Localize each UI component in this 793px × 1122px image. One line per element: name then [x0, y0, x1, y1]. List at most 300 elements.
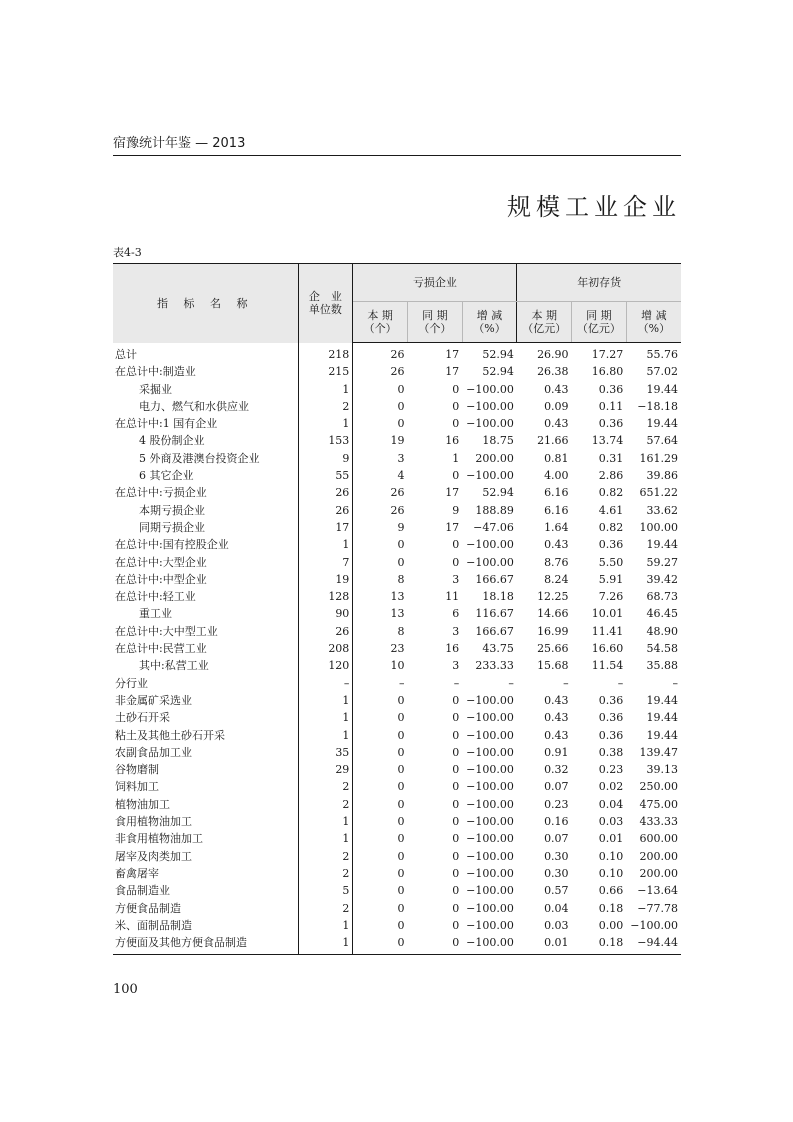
table-row: [113, 778, 681, 795]
table-cell: 1: [452, 451, 460, 465]
table-cell: 5.91: [598, 572, 624, 586]
table-cell: 0: [397, 745, 405, 759]
table-cell: −100.00: [466, 763, 514, 777]
table-cell: 0: [397, 382, 405, 396]
table-cell: −100.00: [466, 832, 514, 846]
table-cell: 29: [298, 761, 353, 778]
table-cell: 166.67: [475, 624, 514, 638]
table-row: [113, 830, 681, 847]
table-cell: 26: [298, 484, 353, 501]
table-cell: 0: [397, 417, 405, 431]
table-row: [113, 605, 681, 622]
table-cell: 0.10: [598, 849, 624, 863]
table-cell: 52.94: [482, 486, 514, 500]
table-cell: 19.44: [646, 693, 678, 707]
table-cell: 46.45: [646, 607, 678, 621]
table-cell: 0.57: [544, 884, 569, 898]
table-cell: 0: [408, 934, 463, 955]
table-cell: 0.07: [544, 780, 569, 794]
table-row: [113, 675, 681, 692]
inventory-prior-header-unit: （亿元）: [576, 322, 621, 335]
table-cell: 0: [452, 815, 460, 829]
table-cell: 0: [397, 711, 405, 725]
table-row: [113, 623, 681, 640]
table-cell: 18.75: [482, 434, 514, 448]
row-label: 非食用植物油加工: [113, 830, 298, 847]
table-cell: 0.30: [544, 849, 569, 863]
table-cell: −100.00: [466, 711, 514, 725]
table-row: [113, 415, 681, 432]
table-cell: 0.07: [544, 832, 569, 846]
table-cell: 161.29: [639, 451, 678, 465]
statistics-table: [113, 263, 681, 955]
table-row: [113, 343, 681, 364]
table-cell: –: [508, 676, 514, 690]
table-cell: 0: [452, 797, 460, 811]
table-cell: 39.42: [646, 572, 678, 586]
row-label: 食用植物油加工: [113, 813, 298, 830]
table-cell: 17: [445, 520, 460, 534]
table-row: [113, 796, 681, 813]
table-cell: −100.00: [466, 901, 514, 915]
table-cell: 0: [452, 832, 460, 846]
opening-inventory-group-header: 年初存货: [517, 264, 681, 302]
loss-change-header: [462, 302, 517, 343]
table-cell: −100.00: [466, 399, 514, 413]
row-label: 在总计中:大中型工业: [113, 623, 298, 640]
table-cell: 17.27: [591, 348, 624, 361]
table-row: [113, 934, 681, 955]
table-cell: 200.00: [639, 866, 678, 880]
table-cell: 13.74: [591, 434, 624, 448]
table-cell: 11.54: [591, 659, 624, 673]
table-cell: 2: [298, 848, 353, 865]
table-cell: 8.24: [544, 572, 569, 586]
table-cell: 0.30: [544, 866, 569, 880]
table-cell: 3: [452, 659, 460, 673]
table-cell: 1: [298, 692, 353, 709]
table-row: [113, 761, 681, 778]
table-cell: 11.41: [591, 624, 624, 638]
table-cell: −100.00: [462, 934, 517, 955]
table-cell: 90: [298, 605, 353, 622]
table-cell: 26: [390, 365, 405, 379]
table-cell: 0.04: [544, 901, 569, 915]
row-label: 畜禽屠宰: [113, 865, 298, 882]
table-cell: 57.64: [646, 434, 678, 448]
table-row: [113, 484, 681, 501]
table-cell: 19: [298, 571, 353, 588]
table-row: [113, 571, 681, 588]
enterprise-count-header-line1: 企 业: [308, 290, 342, 304]
table-cell: 4.61: [598, 503, 624, 517]
table-cell: 10.01: [591, 607, 624, 621]
table-cell: 0: [452, 417, 460, 431]
table-cell: 0.03: [544, 918, 569, 932]
table-cell: 19.44: [646, 538, 678, 552]
table-cell: 39.86: [646, 469, 678, 483]
table-cell: −47.06: [473, 520, 514, 534]
table-cell: 153: [298, 432, 353, 449]
table-row: [113, 813, 681, 830]
table-cell: 4: [397, 469, 405, 483]
header-rule: [113, 155, 681, 156]
table-cell: 19.44: [646, 382, 678, 396]
table-cell: 17: [445, 486, 460, 500]
row-label: 屠宰及肉类加工: [113, 848, 298, 865]
table-cell: 8: [397, 572, 405, 586]
table-number: 表4-3: [113, 246, 142, 259]
table-cell: 0: [397, 538, 405, 552]
table-cell: 0.01: [598, 832, 624, 846]
table-cell: 1: [298, 536, 353, 553]
row-label: 谷物磨制: [113, 761, 298, 778]
table-cell: 52.94: [482, 348, 514, 361]
table-cell: 0.23: [598, 763, 624, 777]
table-cell: 0.31: [598, 451, 624, 465]
table-cell: 25.66: [537, 642, 569, 656]
table-cell: 0: [397, 884, 405, 898]
table-cell: 0: [452, 728, 460, 742]
table-cell: 1: [298, 934, 353, 955]
table-row: [113, 519, 681, 536]
table-cell: 0.43: [544, 417, 569, 431]
table-cell: 0.36: [598, 538, 624, 552]
table-cell: 55.76: [646, 348, 678, 361]
row-label: 采掘业: [113, 381, 298, 398]
enterprise-count-header-line2: 单位数: [308, 303, 342, 317]
table-cell: 6.16: [544, 503, 569, 517]
row-label: 在总计中:中型企业: [113, 571, 298, 588]
table-cell: 2: [298, 900, 353, 917]
table-cell: 218: [298, 343, 353, 364]
table-cell: 21.66: [537, 434, 569, 448]
table-cell: 9: [298, 450, 353, 467]
table-cell: −100.00: [466, 538, 514, 552]
table-cell: 10: [390, 659, 405, 673]
table-cell: −100.00: [466, 745, 514, 759]
table-cell: 26.38: [537, 365, 569, 379]
table-cell: 233.33: [475, 659, 514, 673]
table-cell: 0.82: [598, 520, 624, 534]
table-cell: 9: [397, 520, 405, 534]
table-cell: 6: [452, 607, 460, 621]
table-cell: 19.44: [646, 417, 678, 431]
table-cell: −100.00: [466, 866, 514, 880]
table-cell: 26: [390, 486, 405, 500]
table-cell: 43.75: [482, 642, 514, 656]
table-cell: 1: [298, 917, 353, 934]
table-cell: 68.73: [646, 590, 678, 604]
table-cell: 16: [445, 642, 460, 656]
loss-current-header-label: 本 期: [367, 309, 393, 322]
table-cell: 0: [397, 780, 405, 794]
table-cell: −100.00: [630, 918, 678, 932]
table-cell: −100.00: [466, 469, 514, 483]
running-title: 宿豫统计年鉴 — 2013: [113, 136, 246, 151]
table-row: [113, 882, 681, 899]
table-cell: 0: [397, 866, 405, 880]
table-cell: 0: [452, 780, 460, 794]
table-cell: 3: [452, 624, 460, 638]
table-cell: 0: [452, 382, 460, 396]
row-label: 在总计中:轻工业: [113, 588, 298, 605]
row-label: 土砂石开采: [113, 709, 298, 726]
loss-change-header-unit: （%）: [473, 322, 506, 335]
loss-change-header-label: 增 减: [476, 309, 503, 322]
table-cell: 116.67: [475, 607, 514, 621]
row-label: 在总计中:大型企业: [113, 554, 298, 571]
table-cell: 0.43: [544, 728, 569, 742]
table-cell: 0.36: [598, 382, 624, 396]
table-row: [113, 900, 681, 917]
table-cell: 0.10: [598, 866, 624, 880]
table-cell: 52.94: [482, 365, 514, 379]
table-row: [113, 640, 681, 657]
row-label: 植物油加工: [113, 796, 298, 813]
table-cell: 139.47: [639, 745, 678, 759]
row-label: 方便面及其他方便食品制造: [113, 934, 298, 955]
table-cell: 0: [452, 918, 460, 932]
table-cell: 0.01: [517, 934, 572, 955]
row-label: 米、面制品制造: [113, 917, 298, 934]
table-cell: –: [617, 676, 624, 690]
table-cell: 0.36: [598, 417, 624, 431]
table-cell: 0.36: [598, 693, 624, 707]
table-cell: 4.00: [544, 469, 569, 483]
table-cell: 0.43: [544, 382, 569, 396]
table-cell: −100.00: [466, 728, 514, 742]
table-row: [113, 536, 681, 553]
table-cell: 2: [298, 778, 353, 795]
table-cell: 2.86: [598, 469, 624, 483]
table-cell: 0: [452, 555, 460, 569]
table-cell: 0: [397, 399, 405, 413]
table-cell: 0.18: [598, 901, 624, 915]
table-row: [113, 692, 681, 709]
table-cell: 651.22: [639, 486, 678, 500]
table-cell: 3: [397, 451, 405, 465]
enterprise-count-header: [298, 264, 353, 343]
row-label: 在总计中:亏损企业: [113, 484, 298, 501]
row-label: 在总计中:1 国有企业: [113, 415, 298, 432]
table-cell: 26: [390, 503, 405, 517]
table-cell: 433.33: [639, 815, 678, 829]
table-cell: 200.00: [639, 849, 678, 863]
table-cell: 166.67: [475, 572, 514, 586]
row-label: 饲料加工: [113, 778, 298, 795]
loss-prior-header: [408, 302, 463, 343]
inventory-change-header-unit: （%）: [637, 322, 671, 335]
table-cell: 16: [445, 434, 460, 448]
row-label: 重工业: [113, 605, 298, 622]
table-cell: 13: [390, 590, 405, 604]
table-cell: 19.44: [646, 711, 678, 725]
table-cell: 3: [452, 572, 460, 586]
table-cell: 33.62: [646, 503, 678, 517]
row-label: 农副食品加工业: [113, 744, 298, 761]
table-row: [113, 657, 681, 674]
table-cell: 55: [298, 467, 353, 484]
table-cell: 5: [298, 882, 353, 899]
table-cell: 1: [298, 727, 353, 744]
inventory-change-header-label: 增 减: [641, 309, 667, 322]
row-label: 在总计中:国有控股企业: [113, 536, 298, 553]
table-cell: –: [399, 676, 405, 690]
table-cell: −100.00: [466, 555, 514, 569]
inventory-prior-header-label: 同 期: [586, 309, 612, 322]
table-cell: 0.38: [598, 745, 624, 759]
table-cell: –: [672, 676, 678, 690]
table-cell: 9: [452, 503, 460, 517]
row-label: 在总计中:民营工业: [113, 640, 298, 657]
table-cell: 59.27: [646, 555, 678, 569]
row-label: 电力、燃气和水供应业: [113, 398, 298, 415]
table-cell: 26.90: [537, 348, 569, 361]
table-cell: 2: [298, 865, 353, 882]
table-row: [113, 727, 681, 744]
table-cell: 17: [298, 519, 353, 536]
table-cell: 0: [452, 399, 460, 413]
table-cell: 475.00: [639, 797, 678, 811]
table-cell: –: [453, 676, 460, 690]
loss-current-header-unit: （个）: [363, 322, 397, 335]
table-cell: 0.23: [544, 797, 569, 811]
table-cell: 54.58: [646, 642, 678, 656]
table-cell: 12.25: [537, 590, 569, 604]
table-cell: 600.00: [639, 832, 678, 846]
table-cell: 0: [397, 763, 405, 777]
row-label: 分行业: [113, 675, 298, 692]
table-cell: 0.43: [544, 711, 569, 725]
table-cell: 19: [390, 434, 405, 448]
table-cell: 15.68: [537, 659, 569, 673]
inventory-current-header-label: 本 期: [531, 309, 557, 322]
table-row: [113, 848, 681, 865]
table-cell: 0.36: [598, 728, 624, 742]
table-cell: 0.82: [598, 486, 624, 500]
table-cell: 0.09: [544, 399, 569, 413]
table-cell: 0.18: [572, 934, 627, 955]
table-body: [113, 343, 681, 955]
table-cell: 14.66: [537, 607, 569, 621]
table-cell: 1: [298, 709, 353, 726]
table-row: [113, 917, 681, 934]
table-cell: 0.91: [544, 745, 569, 759]
table-row: [113, 432, 681, 449]
table-cell: 16.80: [591, 365, 624, 379]
table-cell: 0.36: [598, 711, 624, 725]
row-label: 本期亏损企业: [113, 502, 298, 519]
table-cell: 1: [298, 830, 353, 847]
table-cell: 35: [298, 744, 353, 761]
table-cell: 0.32: [544, 763, 569, 777]
row-label: 其中:私营工业: [113, 657, 298, 674]
table-cell: 188.89: [475, 503, 514, 517]
table-cell: −100.00: [466, 693, 514, 707]
table-cell: 0.00: [598, 918, 624, 932]
table-cell: 0: [397, 849, 405, 863]
table-cell: 48.90: [646, 624, 678, 638]
table-row: [113, 865, 681, 882]
table-cell: 0: [452, 849, 460, 863]
loss-current-header: [353, 302, 408, 343]
table-cell: −94.44: [626, 934, 681, 955]
table-cell: 0: [452, 711, 460, 725]
row-label: 5 外商及港澳台投资企业: [113, 450, 298, 467]
row-label: 同期亏损企业: [113, 519, 298, 536]
table-cell: 23: [390, 642, 405, 656]
table-cell: 215: [298, 363, 353, 380]
table-cell: 1: [298, 415, 353, 432]
table-cell: −100.00: [466, 780, 514, 794]
table-cell: 0: [452, 884, 460, 898]
table-row: [113, 744, 681, 761]
table-cell: 1.64: [544, 520, 569, 534]
table-cell: 0: [452, 763, 460, 777]
table-cell: 0.16: [544, 815, 569, 829]
row-label: 粘土及其他土砂石开采: [113, 727, 298, 744]
table-cell: −18.18: [637, 399, 678, 413]
loss-prior-header-unit: （个）: [418, 322, 452, 335]
table-cell: 120: [298, 657, 353, 674]
table-cell: 26: [298, 623, 353, 640]
inventory-prior-header: [572, 302, 627, 343]
table-cell: 6.16: [544, 486, 569, 500]
table-cell: 0: [452, 693, 460, 707]
table-row: [113, 588, 681, 605]
table-cell: 0: [397, 918, 405, 932]
table-cell: −100.00: [466, 797, 514, 811]
table-cell: 0: [397, 797, 405, 811]
table-cell: 2: [298, 796, 353, 813]
table-cell: 39.13: [646, 763, 678, 777]
table-cell: –: [563, 676, 569, 690]
inventory-change-header: [626, 302, 681, 343]
row-label: 6 其它企业: [113, 467, 298, 484]
table-cell: 0: [397, 832, 405, 846]
table-cell: 0: [397, 693, 405, 707]
table-cell: −100.00: [466, 815, 514, 829]
loss-enterprise-group-header: 亏损企业: [353, 264, 517, 302]
table-cell: −100.00: [466, 382, 514, 396]
table-cell: 0.81: [544, 451, 569, 465]
table-cell: 57.02: [646, 365, 678, 379]
table-cell: −13.64: [637, 884, 678, 898]
table-row: [113, 709, 681, 726]
row-label: 总计: [113, 343, 298, 364]
table-cell: 11: [445, 590, 460, 604]
table-cell: −100.00: [466, 884, 514, 898]
table-cell: −77.78: [637, 901, 678, 915]
loss-prior-header-label: 同 期: [422, 309, 448, 322]
table-cell: 0: [452, 538, 460, 552]
table-cell: 17: [445, 348, 460, 361]
row-label: 非金属矿采选业: [113, 692, 298, 709]
table-row: [113, 450, 681, 467]
table-cell: 100.00: [639, 520, 678, 534]
table-row: [113, 398, 681, 415]
row-label: 方便食品制造: [113, 900, 298, 917]
table-cell: 0.66: [598, 884, 624, 898]
table-cell: −100.00: [466, 918, 514, 932]
table-cell: −100.00: [466, 849, 514, 863]
table-cell: 18.18: [482, 590, 514, 604]
table-cell: −100.00: [466, 417, 514, 431]
table-cell: 8: [397, 624, 405, 638]
table-cell: 0.03: [598, 815, 624, 829]
table-row: [113, 381, 681, 398]
